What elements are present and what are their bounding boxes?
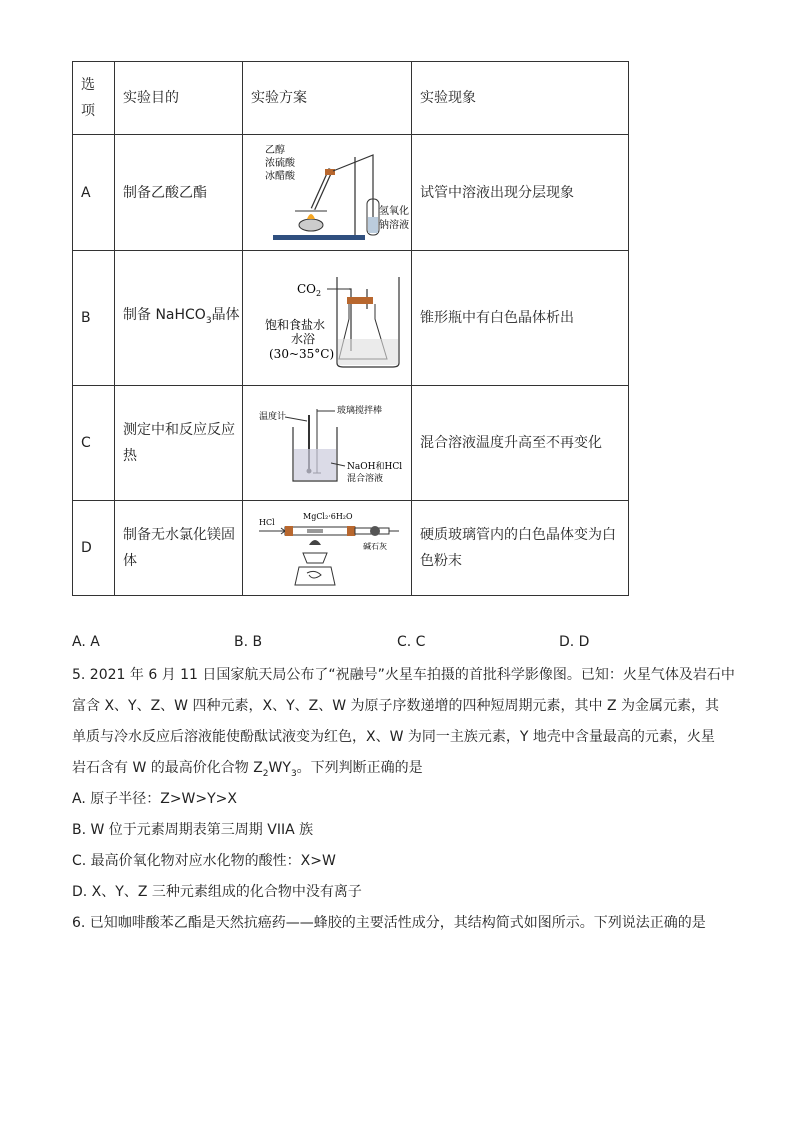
q5-stem-line2: 富含 X、Y、Z、W 四种元素，X、Y、Z、W 为原子序数递增的四种短周期元素，其中 Z 为金属元素，其	[72, 698, 719, 714]
table-row-d	[73, 501, 629, 596]
svg-text:CO2: $CO_2$	[297, 282, 322, 298]
svg-text:水浴: 水浴	[291, 332, 316, 346]
apparatus-figure-d	[243, 501, 412, 596]
q4-option-c[interactable]: C. C	[397, 634, 426, 650]
header-option: 选 项	[73, 62, 115, 135]
apparatus-figure-c	[243, 386, 412, 501]
phenomenon-cell: 锥形瓶中有白色晶体析出	[412, 251, 629, 386]
apparatus-figure-b	[243, 251, 412, 386]
table-header-row	[73, 62, 629, 135]
svg-text:HCl: HCl	[259, 518, 275, 527]
svg-text:钠溶液: 钠溶液	[379, 219, 409, 231]
q5-option-c[interactable]: C. 最高价氧化物对应水化物的酸性：X>W	[72, 853, 336, 869]
svg-text:碱石灰: 碱石灰	[363, 542, 387, 551]
purpose-cell: 测定中和反应反应 热	[115, 386, 243, 501]
phenomenon-cell: 试管中溶液出现分层现象	[412, 135, 629, 251]
q5-stem-line3: 单质与冷水反应后溶液能使酚酞试液变为红色，X、W 为同一主族元素，Y 地壳中含量最高的元素，火星	[72, 729, 715, 745]
q4-option-a[interactable]: A. A	[72, 634, 100, 650]
header-purpose: 实验目的	[115, 62, 243, 135]
purpose-cell: 制备乙酸乙酯	[115, 135, 243, 251]
experiment-table	[72, 61, 629, 596]
phenomenon-cell: 混合溶液温度升高至不再变化	[412, 386, 629, 501]
header-phenomenon: 实验现象	[412, 62, 629, 135]
table-row-b	[73, 251, 629, 386]
q5-stem-line4: 岩石含有 W 的最高价化合物 $Z_2WY_3$。下列判断正确的是	[72, 760, 423, 779]
q5-option-a[interactable]: A. 原子半径：Z>W>Y>X	[72, 791, 237, 807]
q5-option-b[interactable]: B. W 位于元素周期表第三周期 VIIA 族	[72, 822, 314, 838]
svg-text:混合溶液: 混合溶液	[347, 474, 384, 484]
svg-text:冰醋酸: 冰醋酸	[265, 170, 295, 182]
ester-apparatus-diagram	[251, 139, 411, 247]
q5-stem-line1: 5. 2021 年 6 月 11 日国家航天局公布了“祝融号”火星车拍摄的首批科学影像图。已知：火星气体及岩石中	[72, 667, 735, 683]
q4-option-d[interactable]: D. D	[559, 634, 590, 650]
calorimeter-diagram	[251, 397, 411, 489]
option-label: A	[73, 135, 115, 251]
phenomenon-cell: 硬质玻璃管内的白色晶体变为白 色粉末	[412, 501, 629, 596]
svg-text:玻璃搅拌棒: 玻璃搅拌棒	[337, 406, 383, 416]
mgcl2-apparatus-diagram	[251, 505, 411, 591]
q5-option-d[interactable]: D. X、Y、Z 三种元素组成的化合物中没有离子	[72, 884, 362, 900]
table-row-c	[73, 386, 629, 501]
option-label: C	[73, 386, 115, 501]
svg-text:浓硫酸: 浓硫酸	[265, 157, 295, 169]
svg-text:乙醇: 乙醇	[265, 144, 285, 156]
svg-text:温度计: 温度计	[259, 412, 287, 422]
svg-text:氢氧化: 氢氧化	[379, 205, 409, 217]
svg-text:MgCl₂·6H₂O: MgCl₂·6H₂O	[303, 512, 353, 521]
q4-options	[72, 632, 712, 652]
q6-stem-line1: 6. 已知咖啡酸苯乙酯是天然抗癌药——蜂胶的主要活性成分，其结构简式如图所示。下列说法正确的是	[72, 915, 706, 931]
apparatus-figure-a	[243, 135, 412, 251]
svg-text:NaOH和HCl: NaOH和HCl	[347, 462, 403, 472]
purpose-cell: 制备 NaHCO$_3$晶体	[115, 251, 243, 386]
bicarbonate-apparatus-diagram	[251, 259, 411, 377]
svg-text:饱和食盐水: 饱和食盐水	[265, 318, 326, 332]
purpose-cell: 制备无水氯化镁固 体	[115, 501, 243, 596]
option-label: D	[73, 501, 115, 596]
table-row-a	[73, 135, 629, 251]
header-plan: 实验方案	[243, 62, 412, 135]
q4-option-b[interactable]: B. B	[234, 634, 263, 650]
option-label: B	[73, 251, 115, 386]
svg-text:(30~35°C): (30~35°C)	[269, 347, 335, 361]
